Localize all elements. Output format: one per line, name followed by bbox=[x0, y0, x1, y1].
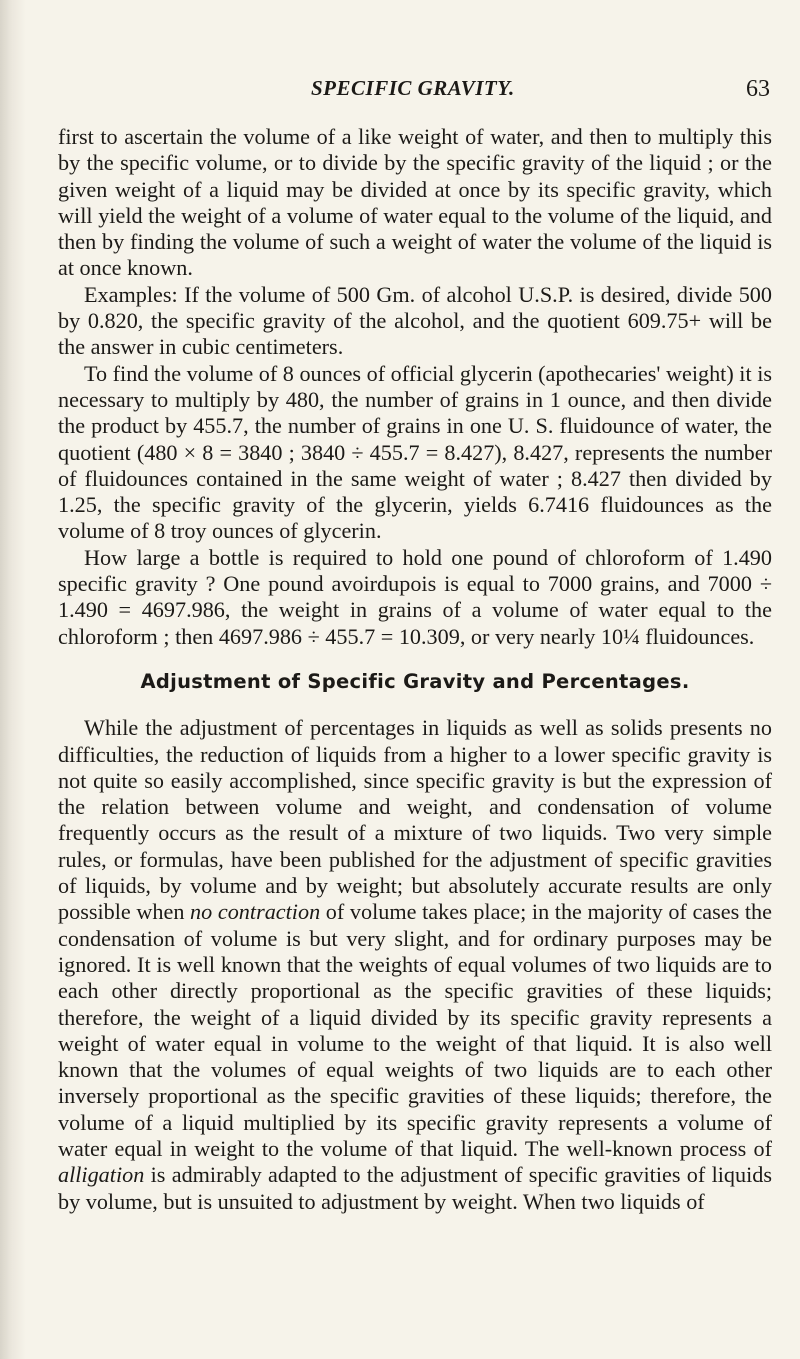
emphasis-no-contraction: no contraction bbox=[190, 899, 321, 925]
paragraph-adjustment-text-3: is admirably adapted to the adjustment of specific gravities of liquids by volume, but is unsuited to adjustment by weight. When two liquids of bbox=[58, 1162, 772, 1214]
paragraph-adjustment-text-2: of volume takes place; in the majority of cases the condensation of volume is but very slight, and for ordinary purposes may be ignored. It is well known that the weights of equal volumes of two liquids are to each other directly proportional as the specific gravities of these liquids; therefore, the weight of a liquid divided by its specific gravity represents a weight of water equal in volume to the weight of that liquid. It is also well known that the volumes of equal weights of two liquids are to each other inversely proportional as the specific gravities of these liquids; therefore, the volume of a liquid multiplied by its specific gravity represents a volume of water equal in weight to the volume of that liquid. The well-known process of bbox=[58, 899, 772, 1161]
paragraph-examples: Examples: If the volume of 500 Gm. of alcohol U.S.P. is desired, divide 500 by 0.820, the specific gravity of the alcohol, and the quotient 609.75+ will be the answer in cubic centimeters. bbox=[58, 281, 772, 360]
page-number: 63 bbox=[746, 76, 770, 102]
emphasis-alligation: alligation bbox=[58, 1162, 145, 1188]
paragraph-chloroform-example: How large a bottle is required to hold one pound of chloroform of 1.490 specific gravity ? One pound avoirdupois is equal to 7000 grains, and 7000 ÷ 1.490 = 4697.986, the weight in grains of a volume of water equal to the chloroform ; then 4697.986 ÷ 455.7 = 10.309, or very nearly 10¼ fluidounces. bbox=[58, 544, 772, 649]
paragraph-glycerin-example: To find the volume of 8 ounces of official glycerin (apothecaries' weight) it is necessary to multiply by 480, the number of grains in 1 ounce, and then divide the product by 455.7, the number of grains in one U. S. fluidounce of water, the quotient (480 × 8 = 3840 ; 3840 ÷ 455.7 = 8.427), 8.427, represents the number of fluidounces contained in the same weight of water ; 8.427 then divided by 1.25, the specific gravity of the glycerin, yields 6.7416 fluidounces as the volume of 8 troy ounces of glycerin. bbox=[58, 360, 772, 544]
paragraph-adjustment-text-1: While the adjustment of percentages in liquids as well as solids presents no difficulties, the reduction of liquids from a higher to a lower specific gravity is not quite so easily accomplished, since specific gravity is but the expression of the relation between volume and weight, and condensation of volume frequently occurs as the result of a mixture of two liquids. Two very simple rules, or formulas, have been published for the adjustment of specific gravities of liquids, by volume and by weight; but absolutely accurate results are only possible when bbox=[58, 715, 772, 925]
page-body bbox=[58, 124, 772, 1215]
page-header bbox=[60, 68, 770, 108]
running-head: SPECIFIC GRAVITY. bbox=[311, 76, 515, 100]
paragraph-continuation: first to ascertain the volume of a like weight of water, and then to multiply this by the specific volume, or to divide by the specific gravity of the liquid ; or the given weight of a liquid may be divided at once by its specific gravity, which will yield the weight of a volume of water equal to the volume of the liquid, and then by finding the volume of such a weight of water the volume of the liquid is at once known. bbox=[58, 124, 772, 281]
paragraph-adjustment bbox=[58, 715, 772, 1215]
section-heading: Adjustment of Specific Gravity and Percentages. bbox=[140, 669, 690, 693]
page-gutter-shadow bbox=[0, 0, 26, 1359]
